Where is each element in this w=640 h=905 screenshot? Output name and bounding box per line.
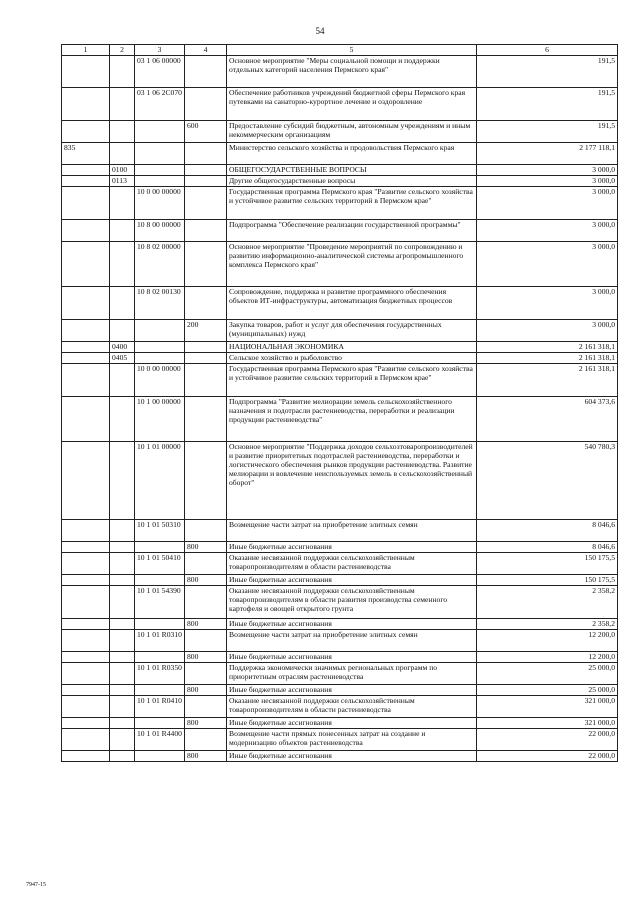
cell-section-code bbox=[110, 586, 135, 619]
cell-expense-type: 800 bbox=[185, 542, 227, 553]
cell-description: Иные бюджетные ассигнования bbox=[227, 751, 477, 762]
cell-ministry-code bbox=[62, 442, 110, 520]
cell-target-article bbox=[135, 176, 185, 187]
cell-amount: 2 358,2 bbox=[477, 586, 618, 619]
cell-amount: 25 000,0 bbox=[477, 663, 618, 685]
cell-expense-type bbox=[185, 143, 227, 165]
cell-ministry-code bbox=[62, 663, 110, 685]
cell-description: Иные бюджетные ассигнования bbox=[227, 619, 477, 630]
cell-expense-type bbox=[185, 88, 227, 121]
cell-expense-type: 200 bbox=[185, 320, 227, 342]
table-row bbox=[62, 520, 618, 542]
table-row bbox=[62, 121, 618, 143]
cell-description: Иные бюджетные ассигнования bbox=[227, 542, 477, 553]
cell-amount: 191,5 bbox=[477, 88, 618, 121]
cell-expense-type: 800 bbox=[185, 685, 227, 696]
cell-section-code bbox=[110, 718, 135, 729]
cell-amount: 3 000,0 bbox=[477, 165, 618, 176]
cell-ministry-code bbox=[62, 718, 110, 729]
cell-amount: 12 200,0 bbox=[477, 652, 618, 663]
cell-target-article: 10 8 02 00000 bbox=[135, 242, 185, 287]
cell-section-code bbox=[110, 575, 135, 586]
table-row bbox=[62, 287, 618, 320]
table-row bbox=[62, 542, 618, 553]
cell-section-code bbox=[110, 397, 135, 442]
cell-description: Оказание несвязанной поддержки сельскохозяйственным товаропроизводителям в области развития производства семенного картофеля и овощей открытого грунта bbox=[227, 586, 477, 619]
cell-target-article bbox=[135, 165, 185, 176]
cell-description: Сопровождение, поддержка и развитие программного обеспечения объектов ИТ-инфраструктуры, автоматизация бюджетных процессов bbox=[227, 287, 477, 320]
cell-ministry-code bbox=[62, 729, 110, 751]
table-row bbox=[62, 630, 618, 652]
cell-amount: 8 046,6 bbox=[477, 520, 618, 542]
table-row bbox=[62, 187, 618, 220]
cell-amount: 150 175,5 bbox=[477, 553, 618, 575]
cell-description: Возмещение части затрат на приобретение элитных семян bbox=[227, 630, 477, 652]
cell-section-code bbox=[110, 630, 135, 652]
table-row bbox=[62, 353, 618, 364]
cell-amount: 3 000,0 bbox=[477, 320, 618, 342]
cell-target-article: 10 1 01 R0410 bbox=[135, 696, 185, 718]
cell-expense-type bbox=[185, 663, 227, 685]
table-row bbox=[62, 652, 618, 663]
table-row bbox=[62, 586, 618, 619]
cell-expense-type bbox=[185, 342, 227, 353]
cell-amount: 150 175,5 bbox=[477, 575, 618, 586]
cell-expense-type: 800 bbox=[185, 718, 227, 729]
cell-target-article bbox=[135, 320, 185, 342]
cell-description: ОБЩЕГОСУДАРСТВЕННЫЕ ВОПРОСЫ bbox=[227, 165, 477, 176]
cell-expense-type bbox=[185, 586, 227, 619]
cell-amount: 12 200,0 bbox=[477, 630, 618, 652]
cell-target-article: 10 1 01 R4400 bbox=[135, 729, 185, 751]
cell-section-code: 0405 bbox=[110, 353, 135, 364]
cell-description: Министерство сельского хозяйства и продовольствия Пермского края bbox=[227, 143, 477, 165]
column-header: 1 bbox=[62, 45, 110, 56]
cell-section-code bbox=[110, 320, 135, 342]
cell-ministry-code bbox=[62, 187, 110, 220]
cell-description: Подпрограмма "Развитие мелиорации земель сельскохозяйственного назначения и подотрасли растениеводства, переработки и реализации продукции растениеводства" bbox=[227, 397, 477, 442]
table-row bbox=[62, 685, 618, 696]
cell-expense-type bbox=[185, 187, 227, 220]
cell-target-article bbox=[135, 685, 185, 696]
cell-ministry-code bbox=[62, 553, 110, 575]
cell-expense-type bbox=[185, 176, 227, 187]
cell-section-code bbox=[110, 729, 135, 751]
cell-ministry-code bbox=[62, 320, 110, 342]
cell-target-article: 10 1 01 R0350 bbox=[135, 663, 185, 685]
column-header: 4 bbox=[185, 45, 227, 56]
column-header: 6 bbox=[477, 45, 618, 56]
column-header: 3 bbox=[135, 45, 185, 56]
cell-amount: 2 161 318,1 bbox=[477, 364, 618, 397]
cell-expense-type bbox=[185, 520, 227, 542]
cell-section-code bbox=[110, 143, 135, 165]
cell-expense-type bbox=[185, 353, 227, 364]
table-row bbox=[62, 165, 618, 176]
cell-target-article bbox=[135, 342, 185, 353]
cell-amount: 3 000,0 bbox=[477, 287, 618, 320]
table-row bbox=[62, 220, 618, 242]
cell-target-article: 10 1 01 54390 bbox=[135, 586, 185, 619]
cell-target-article: 10 1 01 50310 bbox=[135, 520, 185, 542]
cell-description: Оказание несвязанной поддержки сельскохозяйственным товаропроизводителям в области растениеводства bbox=[227, 696, 477, 718]
cell-target-article: 03 1 06 2С070 bbox=[135, 88, 185, 121]
table-header-row bbox=[62, 45, 618, 56]
cell-ministry-code bbox=[62, 652, 110, 663]
cell-amount: 2 161 318,1 bbox=[477, 342, 618, 353]
cell-ministry-code bbox=[62, 575, 110, 586]
cell-expense-type bbox=[185, 220, 227, 242]
cell-description: Иные бюджетные ассигнования bbox=[227, 685, 477, 696]
cell-section-code bbox=[110, 520, 135, 542]
cell-amount: 3 000,0 bbox=[477, 242, 618, 287]
cell-ministry-code: 835 bbox=[62, 143, 110, 165]
cell-description: Оказание несвязанной поддержки сельскохозяйственным товаропроизводителям в области растениеводства bbox=[227, 553, 477, 575]
table-row bbox=[62, 320, 618, 342]
cell-expense-type bbox=[185, 630, 227, 652]
cell-section-code bbox=[110, 442, 135, 520]
cell-amount: 191,5 bbox=[477, 121, 618, 143]
cell-section-code bbox=[110, 751, 135, 762]
cell-ministry-code bbox=[62, 242, 110, 287]
cell-ministry-code bbox=[62, 586, 110, 619]
cell-expense-type bbox=[185, 165, 227, 176]
cell-description: Иные бюджетные ассигнования bbox=[227, 718, 477, 729]
cell-description: Сельское хозяйство и рыболовство bbox=[227, 353, 477, 364]
table-row bbox=[62, 619, 618, 630]
cell-description: Предоставление субсидий бюджетным, автономным учреждениям и иным некоммерческим организациям bbox=[227, 121, 477, 143]
cell-amount: 25 000,0 bbox=[477, 685, 618, 696]
cell-target-article: 10 0 00 00000 bbox=[135, 364, 185, 397]
cell-description: Обеспечение работников учреждений бюджетной сферы Пермского края путевками на санаторно-курортное лечение и оздоровление bbox=[227, 88, 477, 121]
cell-section-code bbox=[110, 619, 135, 630]
cell-expense-type bbox=[185, 696, 227, 718]
cell-section-code bbox=[110, 364, 135, 397]
cell-expense-type bbox=[185, 364, 227, 397]
table-row bbox=[62, 88, 618, 121]
cell-section-code bbox=[110, 220, 135, 242]
cell-section-code bbox=[110, 287, 135, 320]
table-row bbox=[62, 342, 618, 353]
cell-amount: 22 000,0 bbox=[477, 729, 618, 751]
cell-expense-type: 800 bbox=[185, 652, 227, 663]
cell-section-code: 0100 bbox=[110, 165, 135, 176]
cell-target-article bbox=[135, 652, 185, 663]
cell-target-article bbox=[135, 575, 185, 586]
cell-section-code bbox=[110, 121, 135, 143]
cell-ministry-code bbox=[62, 220, 110, 242]
cell-expense-type bbox=[185, 553, 227, 575]
cell-section-code bbox=[110, 696, 135, 718]
table-row bbox=[62, 663, 618, 685]
cell-amount: 3 000,0 bbox=[477, 187, 618, 220]
table-row bbox=[62, 575, 618, 586]
cell-target-article bbox=[135, 718, 185, 729]
cell-description: НАЦИОНАЛЬНАЯ ЭКОНОМИКА bbox=[227, 342, 477, 353]
cell-expense-type: 600 bbox=[185, 121, 227, 143]
cell-ministry-code bbox=[62, 364, 110, 397]
table-row bbox=[62, 364, 618, 397]
table-row bbox=[62, 397, 618, 442]
cell-ministry-code bbox=[62, 342, 110, 353]
cell-section-code: 0113 bbox=[110, 176, 135, 187]
cell-target-article bbox=[135, 353, 185, 364]
cell-amount: 2 177 118,1 bbox=[477, 143, 618, 165]
cell-expense-type bbox=[185, 56, 227, 88]
cell-target-article bbox=[135, 619, 185, 630]
table-row bbox=[62, 176, 618, 187]
table-row bbox=[62, 553, 618, 575]
page-number: 54 bbox=[315, 26, 325, 36]
cell-ministry-code bbox=[62, 542, 110, 553]
cell-section-code bbox=[110, 663, 135, 685]
cell-ministry-code bbox=[62, 165, 110, 176]
cell-expense-type: 800 bbox=[185, 619, 227, 630]
cell-description: Закупка товаров, работ и услуг для обеспечения государственных (муниципальных) нужд bbox=[227, 320, 477, 342]
cell-ministry-code bbox=[62, 685, 110, 696]
cell-amount: 3 000,0 bbox=[477, 220, 618, 242]
cell-ministry-code bbox=[62, 121, 110, 143]
cell-ministry-code bbox=[62, 630, 110, 652]
column-header: 2 bbox=[110, 45, 135, 56]
table-row bbox=[62, 56, 618, 88]
cell-amount: 604 373,6 bbox=[477, 397, 618, 442]
cell-section-code bbox=[110, 685, 135, 696]
cell-expense-type bbox=[185, 442, 227, 520]
cell-ministry-code bbox=[62, 88, 110, 121]
cell-target-article: 10 0 00 00000 bbox=[135, 187, 185, 220]
cell-description: Основное мероприятие "Поддержка доходов сельхозтоваропроизводителей и развитие приоритетных подотраслей растениеводства, переработки и логистического обеспечения рынков продукции растениеводства. Развитие мелиорации и вовлечение неиспользуемых земель в сельскохозяйственный оборот" bbox=[227, 442, 477, 520]
cell-target-article: 10 8 00 00000 bbox=[135, 220, 185, 242]
cell-section-code: 0400 bbox=[110, 342, 135, 353]
cell-expense-type bbox=[185, 729, 227, 751]
cell-expense-type: 800 bbox=[185, 575, 227, 586]
cell-expense-type bbox=[185, 287, 227, 320]
cell-target-article bbox=[135, 542, 185, 553]
cell-section-code bbox=[110, 242, 135, 287]
cell-description: Подпрограмма "Обеспечение реализации государственной программы" bbox=[227, 220, 477, 242]
cell-target-article: 03 1 06 00000 bbox=[135, 56, 185, 88]
cell-target-article bbox=[135, 143, 185, 165]
cell-amount: 540 780,3 bbox=[477, 442, 618, 520]
cell-ministry-code bbox=[62, 353, 110, 364]
cell-ministry-code bbox=[62, 176, 110, 187]
cell-ministry-code bbox=[62, 520, 110, 542]
cell-target-article: 10 8 02 00130 bbox=[135, 287, 185, 320]
table-row bbox=[62, 751, 618, 762]
cell-target-article: 10 1 01 50410 bbox=[135, 553, 185, 575]
cell-description: Иные бюджетные ассигнования bbox=[227, 575, 477, 586]
table-row bbox=[62, 718, 618, 729]
table-body bbox=[62, 56, 618, 762]
cell-amount: 3 000,0 bbox=[477, 176, 618, 187]
cell-description: Основное мероприятие "Проведение мероприятий по сопровождению и развитию информационно-аналитической системы агропромышленного комплекса Пермского края" bbox=[227, 242, 477, 287]
footer-code: 7947-15 bbox=[26, 882, 46, 888]
cell-amount: 321 000,0 bbox=[477, 718, 618, 729]
table-row bbox=[62, 242, 618, 287]
cell-amount: 321 000,0 bbox=[477, 696, 618, 718]
cell-section-code bbox=[110, 553, 135, 575]
cell-ministry-code bbox=[62, 56, 110, 88]
cell-target-article bbox=[135, 121, 185, 143]
cell-amount: 8 046,6 bbox=[477, 542, 618, 553]
cell-expense-type: 800 bbox=[185, 751, 227, 762]
cell-target-article: 10 1 01 00000 bbox=[135, 442, 185, 520]
cell-section-code bbox=[110, 542, 135, 553]
cell-amount: 2 358,2 bbox=[477, 619, 618, 630]
cell-description: Государственная программа Пермского края "Развитие сельского хозяйства и устойчивое развитие сельских территорий в Пермском крае" bbox=[227, 187, 477, 220]
cell-description: Возмещение части прямых понесенных затрат на создание и модернизацию объектов растениеводства bbox=[227, 729, 477, 751]
column-header: 5 bbox=[227, 45, 477, 56]
table-row bbox=[62, 696, 618, 718]
table-row bbox=[62, 143, 618, 165]
cell-target-article bbox=[135, 751, 185, 762]
cell-section-code bbox=[110, 187, 135, 220]
cell-ministry-code bbox=[62, 619, 110, 630]
cell-expense-type bbox=[185, 242, 227, 287]
budget-table bbox=[61, 44, 618, 762]
cell-amount: 22 000,0 bbox=[477, 751, 618, 762]
cell-description: Поддержка экономически значимых региональных программ по приоритетным отраслям растениеводства bbox=[227, 663, 477, 685]
cell-description: Основное мероприятие "Меры социальной помощи и поддержки отдельных категорий населения Пермского края" bbox=[227, 56, 477, 88]
cell-amount: 191,5 bbox=[477, 56, 618, 88]
cell-section-code bbox=[110, 652, 135, 663]
cell-description: Другие общегосударственные вопросы bbox=[227, 176, 477, 187]
cell-ministry-code bbox=[62, 696, 110, 718]
cell-ministry-code bbox=[62, 287, 110, 320]
cell-ministry-code bbox=[62, 397, 110, 442]
cell-description: Возмещение части затрат на приобретение элитных семян bbox=[227, 520, 477, 542]
cell-ministry-code bbox=[62, 751, 110, 762]
cell-expense-type bbox=[185, 397, 227, 442]
cell-target-article: 10 1 00 00000 bbox=[135, 397, 185, 442]
table-row bbox=[62, 729, 618, 751]
cell-section-code bbox=[110, 88, 135, 121]
cell-description: Государственная программа Пермского края "Развитие сельского хозяйства и устойчивое развитие сельских территорий в Пермском крае" bbox=[227, 364, 477, 397]
cell-amount: 2 161 318,1 bbox=[477, 353, 618, 364]
cell-target-article: 10 1 01 R0310 bbox=[135, 630, 185, 652]
table-row bbox=[62, 442, 618, 520]
cell-section-code bbox=[110, 56, 135, 88]
cell-description: Иные бюджетные ассигнования bbox=[227, 652, 477, 663]
